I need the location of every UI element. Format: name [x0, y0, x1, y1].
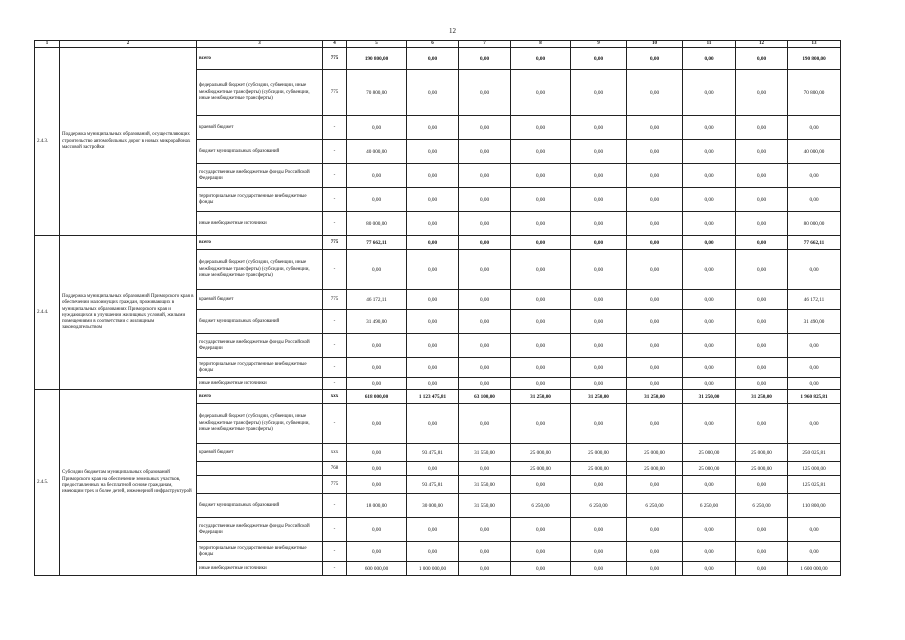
funding-source: бюджет муниципальных образований: [197, 494, 323, 518]
year-value: 0,00: [511, 140, 571, 164]
year-value: 0,00: [407, 404, 459, 444]
grbs-code: xxx: [323, 390, 347, 404]
table-row: [35, 48, 841, 70]
year-value: 0,00: [683, 518, 736, 542]
year-value: 0,00: [736, 358, 788, 378]
column-header: 11: [683, 41, 736, 48]
funding-source: иные внебюджетные источники: [197, 212, 323, 236]
year-value: 0,00: [511, 290, 571, 310]
year-value: 0,00: [511, 378, 571, 390]
year-value: 0,00: [407, 542, 459, 562]
year-value: 0,00: [459, 462, 511, 476]
column-header: 12: [736, 41, 788, 48]
column-header: 10: [627, 41, 683, 48]
year-value: 25 000,00: [736, 462, 788, 476]
total-value: 0,00: [788, 358, 841, 378]
year-value: 6 250,00: [627, 494, 683, 518]
year-value: 0,00: [511, 476, 571, 494]
funding-source: краевой бюджет: [197, 290, 323, 310]
grbs-code: xxx: [323, 444, 347, 462]
year-value: 0,00: [736, 250, 788, 290]
year-value: 0,00: [683, 48, 736, 70]
year-value: 0,00: [459, 236, 511, 250]
year-value: 0,00: [683, 378, 736, 390]
table-row: [35, 236, 841, 250]
total-value: 70 800,00: [788, 70, 841, 116]
year-value: 25 000,00: [627, 462, 683, 476]
year-value: 40 000,00: [347, 140, 407, 164]
column-header: 6: [407, 41, 459, 48]
year-value: 77 662,11: [347, 236, 407, 250]
column-header: 9: [571, 41, 627, 48]
year-value: 0,00: [511, 250, 571, 290]
year-value: 0,00: [736, 140, 788, 164]
funding-source: федеральный бюджет (субсидии, субвенции, иные межбюджетные трансферты) (субсидии, субвенции, иные межбюджетные трансферты): [197, 250, 323, 290]
year-value: 0,00: [459, 378, 511, 390]
year-value: 25 000,00: [683, 444, 736, 462]
grbs-code: -: [323, 140, 347, 164]
year-value: 0,00: [736, 116, 788, 140]
funding-source: государственные внебюджетные фонды Российской Федерации: [197, 334, 323, 358]
grbs-code: 775: [323, 70, 347, 116]
year-value: 0,00: [627, 140, 683, 164]
year-value: 190 800,00: [347, 48, 407, 70]
total-value: 77 662,11: [788, 236, 841, 250]
total-value: 190 800,00: [788, 48, 841, 70]
year-value: 0,00: [571, 140, 627, 164]
year-value: 0,00: [571, 378, 627, 390]
year-value: 0,00: [683, 542, 736, 562]
year-value: 0,00: [407, 334, 459, 358]
year-value: 0,00: [571, 334, 627, 358]
budget-table: [34, 40, 841, 576]
year-value: 0,00: [627, 518, 683, 542]
year-value: 0,00: [511, 212, 571, 236]
grbs-code: -: [323, 212, 347, 236]
year-value: 0,00: [347, 250, 407, 290]
year-value: 31 250,00: [683, 390, 736, 404]
year-value: 0,00: [627, 334, 683, 358]
year-value: 0,00: [459, 518, 511, 542]
year-value: 0,00: [459, 116, 511, 140]
year-value: 0,00: [347, 542, 407, 562]
grbs-code: -: [323, 250, 347, 290]
year-value: 0,00: [683, 358, 736, 378]
year-value: 0,00: [736, 562, 788, 576]
year-value: 0,00: [571, 70, 627, 116]
year-value: 0,00: [736, 378, 788, 390]
year-value: 0,00: [459, 358, 511, 378]
year-value: 0,00: [347, 378, 407, 390]
year-value: 600 000,00: [347, 562, 407, 576]
year-value: 0,00: [459, 140, 511, 164]
section-name: Поддержка муниципальных образований, осуществляющих строительство автомобильных дорог в новых микрорайонах массовой застройки: [60, 48, 197, 236]
year-value: 0,00: [736, 236, 788, 250]
year-value: 0,00: [571, 476, 627, 494]
grbs-code: 768: [323, 462, 347, 476]
year-value: 0,00: [627, 116, 683, 140]
year-value: 0,00: [459, 334, 511, 358]
year-value: 0,00: [736, 518, 788, 542]
year-value: 0,00: [627, 542, 683, 562]
year-value: 0,00: [627, 70, 683, 116]
year-value: 0,00: [627, 310, 683, 334]
year-value: 25 000,00: [511, 444, 571, 462]
year-value: 31 250,00: [511, 390, 571, 404]
year-value: 25 000,00: [571, 462, 627, 476]
year-value: 0,00: [571, 310, 627, 334]
year-value: 0,00: [511, 518, 571, 542]
year-value: 0,00: [627, 476, 683, 494]
year-value: 0,00: [627, 404, 683, 444]
year-value: 0,00: [627, 48, 683, 70]
year-value: 0,00: [683, 334, 736, 358]
year-value: 0,00: [683, 250, 736, 290]
column-header: 13: [788, 41, 841, 48]
year-value: 0,00: [511, 310, 571, 334]
funding-source: иные внебюджетные источники: [197, 378, 323, 390]
year-value: 0,00: [407, 462, 459, 476]
total-value: 1 960 825,81: [788, 390, 841, 404]
funding-source: государственные внебюджетные фонды Российской Федерации: [197, 518, 323, 542]
year-value: 0,00: [683, 404, 736, 444]
year-value: 0,00: [407, 310, 459, 334]
total-value: 80 000,00: [788, 212, 841, 236]
year-value: 0,00: [407, 358, 459, 378]
total-value: 0,00: [788, 188, 841, 212]
year-value: 18 000,00: [347, 494, 407, 518]
total-value: 0,00: [788, 164, 841, 188]
column-header: 3: [197, 41, 323, 48]
year-value: 31 550,00: [459, 444, 511, 462]
section-code: 2.4.4.: [35, 236, 60, 390]
year-value: 0,00: [459, 290, 511, 310]
table-row: [35, 390, 841, 404]
year-value: 0,00: [571, 188, 627, 212]
grbs-code: -: [323, 358, 347, 378]
total-value: 250 025,81: [788, 444, 841, 462]
column-header: 5: [347, 41, 407, 48]
total-value: 0,00: [788, 334, 841, 358]
funding-source: иные внебюджетные источники: [197, 562, 323, 576]
year-value: 0,00: [627, 378, 683, 390]
year-value: 0,00: [407, 48, 459, 70]
year-value: 0,00: [511, 70, 571, 116]
grbs-code: 775: [323, 236, 347, 250]
year-value: 0,00: [347, 334, 407, 358]
year-value: 0,00: [736, 334, 788, 358]
funding-source: территориальные государственные внебюджетные фонды: [197, 542, 323, 562]
total-value: 125 000,00: [788, 462, 841, 476]
grbs-code: -: [323, 164, 347, 188]
section-name: Субсидии бюджетам муниципальных образований Приморского края на обеспечение земельных участков, предоставленных на бесплатной основе гражданам, имеющим трех и более детей, инженерной инфраструктурой: [60, 390, 197, 576]
year-value: 6 250,00: [511, 494, 571, 518]
grbs-code: -: [323, 378, 347, 390]
year-value: 31 550,00: [459, 476, 511, 494]
total-value: 110 800,00: [788, 494, 841, 518]
year-value: 0,00: [571, 518, 627, 542]
year-value: 0,00: [571, 164, 627, 188]
year-value: 0,00: [627, 358, 683, 378]
year-value: 0,00: [736, 476, 788, 494]
year-value: 0,00: [683, 212, 736, 236]
year-value: 30 000,00: [407, 494, 459, 518]
year-value: 25 000,00: [511, 462, 571, 476]
year-value: 0,00: [736, 164, 788, 188]
year-value: 0,00: [347, 444, 407, 462]
funding-source: государственные внебюджетные фонды Российской Федерации: [197, 164, 323, 188]
funding-source: краевой бюджет: [197, 116, 323, 140]
year-value: 0,00: [347, 188, 407, 212]
year-value: 46 172,11: [347, 290, 407, 310]
column-number-row: [35, 41, 841, 48]
year-value: 0,00: [347, 462, 407, 476]
year-value: 70 800,00: [347, 70, 407, 116]
year-value: 0,00: [511, 236, 571, 250]
year-value: 25 000,00: [571, 444, 627, 462]
year-value: 0,00: [459, 250, 511, 290]
funding-source: бюджет муниципальных образований: [197, 310, 323, 334]
year-value: 0,00: [571, 404, 627, 444]
grbs-code: -: [323, 562, 347, 576]
year-value: 0,00: [347, 358, 407, 378]
year-value: 0,00: [683, 140, 736, 164]
year-value: 80 000,00: [347, 212, 407, 236]
year-value: 0,00: [511, 116, 571, 140]
page-number: 12: [449, 27, 456, 35]
year-value: 0,00: [459, 542, 511, 562]
year-value: 25 000,00: [736, 444, 788, 462]
funding-source: всего: [197, 48, 323, 70]
year-value: 1 123 475,81: [407, 390, 459, 404]
year-value: 0,00: [627, 562, 683, 576]
total-value: 0,00: [788, 404, 841, 444]
column-header: 7: [459, 41, 511, 48]
year-value: 618 000,00: [347, 390, 407, 404]
year-value: 0,00: [571, 212, 627, 236]
year-value: 0,00: [511, 358, 571, 378]
year-value: 6 250,00: [571, 494, 627, 518]
year-value: 0,00: [571, 250, 627, 290]
year-value: 0,00: [347, 518, 407, 542]
year-value: 0,00: [407, 250, 459, 290]
year-value: 0,00: [571, 358, 627, 378]
grbs-code: -: [323, 116, 347, 140]
section-code: 2.4.3.: [35, 48, 60, 236]
year-value: 0,00: [736, 48, 788, 70]
year-value: 0,00: [459, 212, 511, 236]
section-name: Поддержка муниципальных образований Приморского края в обеспечении малоимущих граждан, проживающих в муниципальных образованиях Приморского края и нуждающихся в улучшении жилищных условий, жилыми помещениями в соответствии с жилищным законодательством: [60, 236, 197, 390]
year-value: 0,00: [459, 310, 511, 334]
year-value: 0,00: [459, 404, 511, 444]
year-value: 0,00: [627, 188, 683, 212]
year-value: 0,00: [683, 236, 736, 250]
year-value: 25 000,00: [683, 462, 736, 476]
total-value: 31 490,00: [788, 310, 841, 334]
funding-source: территориальные государственные внебюджетные фонды: [197, 188, 323, 212]
funding-source: бюджет муниципальных образований: [197, 140, 323, 164]
total-value: 0,00: [788, 542, 841, 562]
year-value: 0,00: [407, 116, 459, 140]
total-value: 0,00: [788, 116, 841, 140]
total-value: 40 000,00: [788, 140, 841, 164]
year-value: 0,00: [511, 188, 571, 212]
column-header: 4: [323, 41, 347, 48]
year-value: 0,00: [683, 562, 736, 576]
year-value: 0,00: [736, 212, 788, 236]
year-value: 0,00: [407, 140, 459, 164]
year-value: 25 000,00: [627, 444, 683, 462]
year-value: 31 250,00: [736, 390, 788, 404]
column-header: 2: [60, 41, 197, 48]
year-value: 31 550,00: [459, 494, 511, 518]
year-value: 0,00: [683, 476, 736, 494]
section-code: 2.4.5.: [35, 390, 60, 576]
year-value: 0,00: [459, 48, 511, 70]
year-value: 0,00: [571, 48, 627, 70]
grbs-code: -: [323, 310, 347, 334]
year-value: 0,00: [459, 70, 511, 116]
year-value: 0,00: [571, 290, 627, 310]
year-value: 0,00: [511, 404, 571, 444]
year-value: 0,00: [407, 236, 459, 250]
grbs-code: 775: [323, 48, 347, 70]
year-value: 31 250,00: [627, 390, 683, 404]
funding-source: [197, 476, 323, 494]
year-value: 0,00: [407, 70, 459, 116]
year-value: 0,00: [683, 188, 736, 212]
year-value: 0,00: [627, 250, 683, 290]
total-value: 0,00: [788, 250, 841, 290]
total-value: 1 600 000,00: [788, 562, 841, 576]
grbs-code: 775: [323, 476, 347, 494]
year-value: 0,00: [683, 290, 736, 310]
year-value: 0,00: [511, 164, 571, 188]
year-value: 0,00: [683, 70, 736, 116]
year-value: 0,00: [407, 518, 459, 542]
year-value: 63 100,00: [459, 390, 511, 404]
year-value: 0,00: [571, 562, 627, 576]
year-value: 0,00: [736, 404, 788, 444]
total-value: 0,00: [788, 518, 841, 542]
year-value: 0,00: [347, 116, 407, 140]
funding-source: территориальные государственные внебюджетные фонды: [197, 358, 323, 378]
year-value: 0,00: [347, 476, 407, 494]
year-value: 0,00: [571, 542, 627, 562]
year-value: 0,00: [407, 290, 459, 310]
grbs-code: -: [323, 494, 347, 518]
year-value: 0,00: [736, 310, 788, 334]
year-value: 0,00: [571, 236, 627, 250]
year-value: 0,00: [736, 188, 788, 212]
year-value: 0,00: [736, 290, 788, 310]
grbs-code: -: [323, 188, 347, 212]
year-value: 31 250,00: [571, 390, 627, 404]
year-value: 6 250,00: [683, 494, 736, 518]
year-value: 0,00: [407, 378, 459, 390]
year-value: 0,00: [627, 236, 683, 250]
year-value: 0,00: [511, 48, 571, 70]
year-value: 0,00: [683, 116, 736, 140]
year-value: 1 000 000,00: [407, 562, 459, 576]
year-value: 31 490,00: [347, 310, 407, 334]
year-value: 0,00: [736, 70, 788, 116]
year-value: 0,00: [407, 164, 459, 188]
year-value: 93 475,81: [407, 444, 459, 462]
total-value: 46 172,11: [788, 290, 841, 310]
year-value: 0,00: [736, 542, 788, 562]
grbs-code: -: [323, 404, 347, 444]
year-value: 0,00: [511, 562, 571, 576]
year-value: 0,00: [571, 116, 627, 140]
year-value: 0,00: [627, 212, 683, 236]
column-header: 8: [511, 41, 571, 48]
year-value: 0,00: [407, 212, 459, 236]
total-value: 0,00: [788, 378, 841, 390]
year-value: 0,00: [683, 310, 736, 334]
year-value: 0,00: [347, 164, 407, 188]
column-header: 1: [35, 41, 60, 48]
funding-source: [197, 462, 323, 476]
year-value: 0,00: [511, 542, 571, 562]
funding-source: всего: [197, 390, 323, 404]
funding-source: федеральный бюджет (субсидии, субвенции, иные межбюджетные трансферты) (субсидии, субвенции, иные межбюджетные трансферты): [197, 404, 323, 444]
grbs-code: -: [323, 518, 347, 542]
grbs-code: -: [323, 542, 347, 562]
grbs-code: -: [323, 334, 347, 358]
year-value: 0,00: [511, 334, 571, 358]
grbs-code: 775: [323, 290, 347, 310]
year-value: 0,00: [347, 404, 407, 444]
year-value: 0,00: [627, 290, 683, 310]
year-value: 0,00: [459, 562, 511, 576]
year-value: 0,00: [459, 164, 511, 188]
year-value: 0,00: [683, 164, 736, 188]
year-value: 0,00: [627, 164, 683, 188]
funding-source: всего: [197, 236, 323, 250]
funding-source: краевой бюджет: [197, 444, 323, 462]
year-value: 93 475,81: [407, 476, 459, 494]
year-value: 0,00: [407, 188, 459, 212]
year-value: 0,00: [459, 188, 511, 212]
year-value: 6 250,00: [736, 494, 788, 518]
funding-source: федеральный бюджет (субсидии, субвенции, иные межбюджетные трансферты) (субсидии, субвенции, иные межбюджетные трансферты): [197, 70, 323, 116]
total-value: 125 025,81: [788, 476, 841, 494]
